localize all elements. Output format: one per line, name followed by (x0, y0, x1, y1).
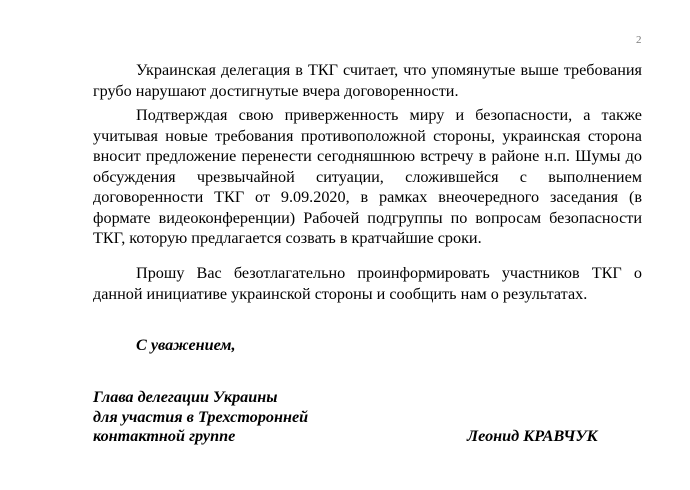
paragraph-3: Прошу Вас безотлагательно проинформировать участников ТКГ о данной инициативе украинской стороны и сообщить нам о результатах. (93, 264, 642, 303)
signature-title (93, 388, 308, 447)
signatory-name: Леонид КРАВЧУК (467, 427, 598, 445)
signature-title-line-2: для участия в Трехсторонней (93, 407, 309, 426)
closing-salutation: С уважением, (136, 336, 236, 354)
signature-title-line-3: контактной группе (93, 427, 236, 445)
paragraph-2: Подтверждая свою приверженность миру и безопасности, а также учитывая новые требования противоположной стороны, украинская сторона вносит предложение перенести сегодняшнюю встречу в районе н.п. Шумы до обсуждения чрезвычайной ситуации, сложившейся с выполнением договоренности ТКГ от 9.09.2020, в рамках внеочередного заседания (в формате видеоконференции) Рабочей подгруппы по вопросам безопасности ТКГ, которую предлагается созвать в кратчайшие сроки. (93, 106, 642, 247)
signature-title-line-1: Глава делегации Украины (93, 388, 278, 406)
paragraph-1: Украинская делегация в ТКГ считает, что упомянутые выше требования грубо нарушают достигнутые вчера договоренности. (93, 61, 642, 100)
page-number: 2 (636, 34, 642, 46)
